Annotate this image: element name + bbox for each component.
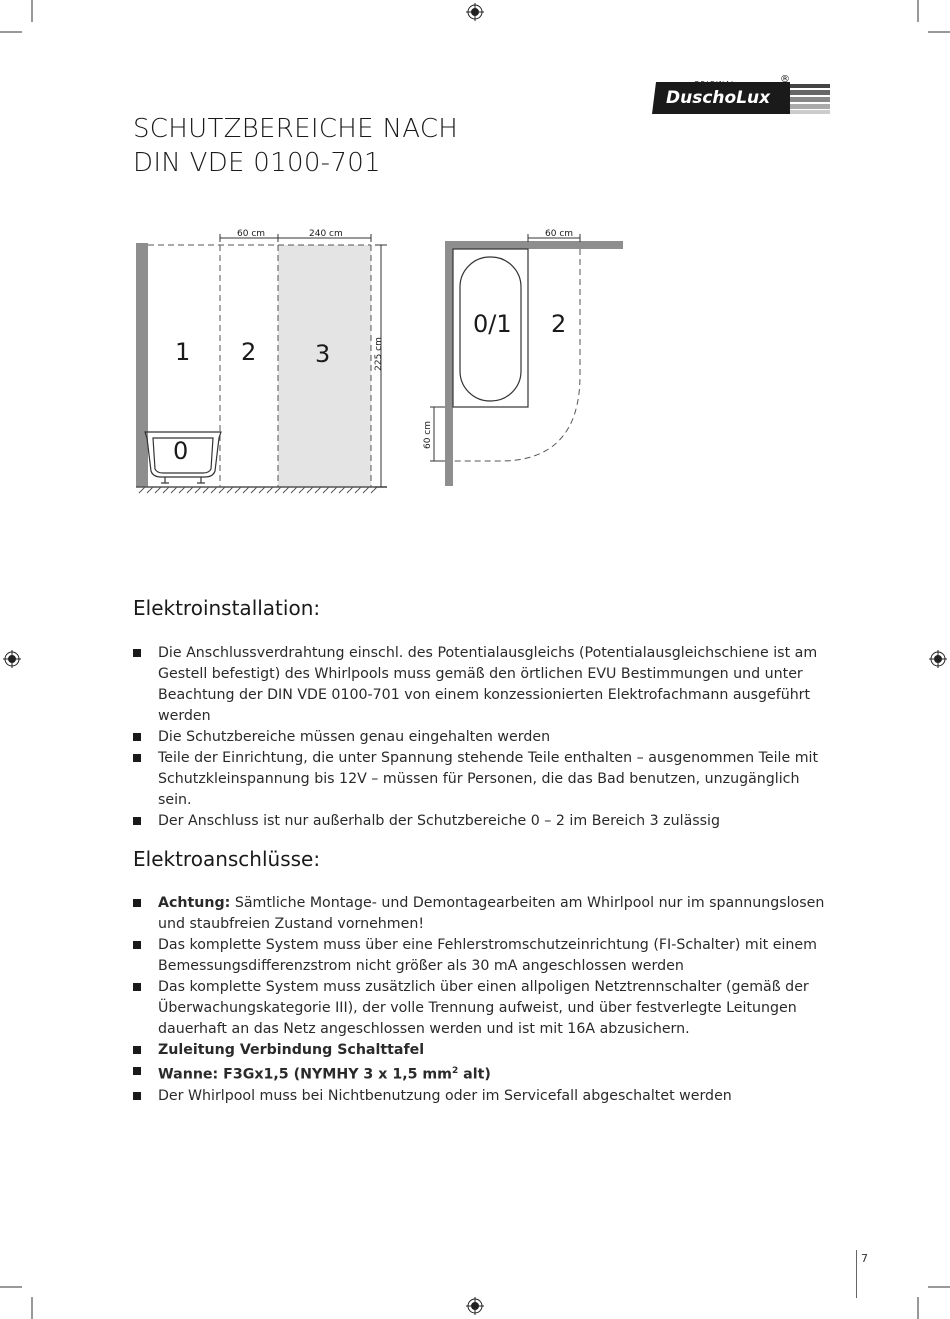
page-title xyxy=(133,112,458,180)
dim-label-240cm: 240 cm xyxy=(309,229,343,239)
list-item: Teile der Einrichtung, die unter Spannung stehende Teile enthalten – ausgenommen Teile mit Schutzkleinspannung bis 12V – müssen für Personen, die das Bad benutzen, unzugänglich sein. xyxy=(133,748,833,811)
title-line-2: DIN VDE 0100-701 xyxy=(133,148,381,178)
wall-top xyxy=(445,241,623,249)
list-item: Die Schutzbereiche müssen genau eingehalten werden xyxy=(133,727,833,748)
section-heading-elektroanschluesse: Elektroanschlüsse: xyxy=(133,847,321,871)
dim-label-60cm-side: 60 cm xyxy=(423,420,434,450)
warning-label: Achtung: xyxy=(158,895,231,911)
page-number: 7 xyxy=(861,1252,868,1265)
logo-brand-text: DuschoLux xyxy=(666,88,771,108)
zone-label-1: 1 xyxy=(175,338,191,366)
cable-spec-end: alt) xyxy=(458,1066,491,1083)
dim-label-60cm: 60 cm xyxy=(237,229,266,239)
list-item: Das komplette System muss über eine Fehlerstromschutzeinrichtung (FI-Schalter) mit einem Bemessungsdifferenzstrom nicht größer als 30 mA angeschlossen werden xyxy=(133,935,833,977)
section-heading-elektroinstallation: Elektroinstallation: xyxy=(133,596,321,620)
zone-label-0: 0 xyxy=(173,437,189,465)
logo-registered-mark: ® xyxy=(780,74,790,85)
cable-spec-superscript: 2 xyxy=(451,1066,459,1076)
list-item xyxy=(133,893,833,935)
cable-spec-text: Wanne: F3Gx1,5 (NYMHY 3 x 1,5 mm xyxy=(158,1066,452,1083)
title-line-1: SCHUTZBEREICHE NACH xyxy=(133,114,459,144)
wall xyxy=(136,243,148,487)
list-item xyxy=(133,1061,833,1086)
zone-label-3: 3 xyxy=(315,340,331,368)
top-view-diagram xyxy=(420,225,630,490)
elektroinstallation-list xyxy=(133,643,833,832)
dim-label-225cm: 225 cm xyxy=(373,337,384,371)
dim-label-60cm-top: 60 cm xyxy=(545,229,574,239)
brand-logo xyxy=(650,76,832,116)
warning-text: Sämtliche Montage- und Demontagearbeiten am Whirlpool nur im spannungslosen und staubfreien Zustand vornehmen! xyxy=(158,895,825,932)
list-item: Das komplette System muss zusätzlich über einen allpoligen Netztrennschalter (gemäß der Überwachungskategorie III), der volle Trennung aufweist, und über festverlegte Leitungen dauerhaft an das Netz angeschlossen werden und ist mit 16A abzusichern. xyxy=(133,977,833,1040)
elektroanschluesse-list xyxy=(133,893,833,1107)
list-item: Zuleitung Verbindung Schalttafel xyxy=(133,1040,833,1061)
list-item: Die Anschlussverdrahtung einschl. des Potentialausgleichs (Potentialausgleichschiene ist am Gestell befestigt) des Whirlpools muss gemäß den örtlichen EVU Bestimmungen und unter Beachtung der DIN VDE 0100-701 von einem konzessionierten Elektrofachmann ausgeführt werden xyxy=(133,643,833,727)
side-view-diagram xyxy=(125,225,400,500)
logo-small-text: ORIGINAL xyxy=(694,80,736,88)
zone-label-0-1: 0/1 xyxy=(473,310,512,338)
list-item: Der Anschluss ist nur außerhalb der Schutzbereiche 0 – 2 im Bereich 3 zulässig xyxy=(133,811,833,832)
wall-left xyxy=(445,241,453,486)
list-item: Der Whirlpool muss bei Nichtbenutzung oder im Servicefall abgeschaltet werden xyxy=(133,1086,833,1107)
zone-label-2-top: 2 xyxy=(551,310,567,338)
page-number-divider xyxy=(856,1250,857,1298)
zone-label-2: 2 xyxy=(241,338,257,366)
